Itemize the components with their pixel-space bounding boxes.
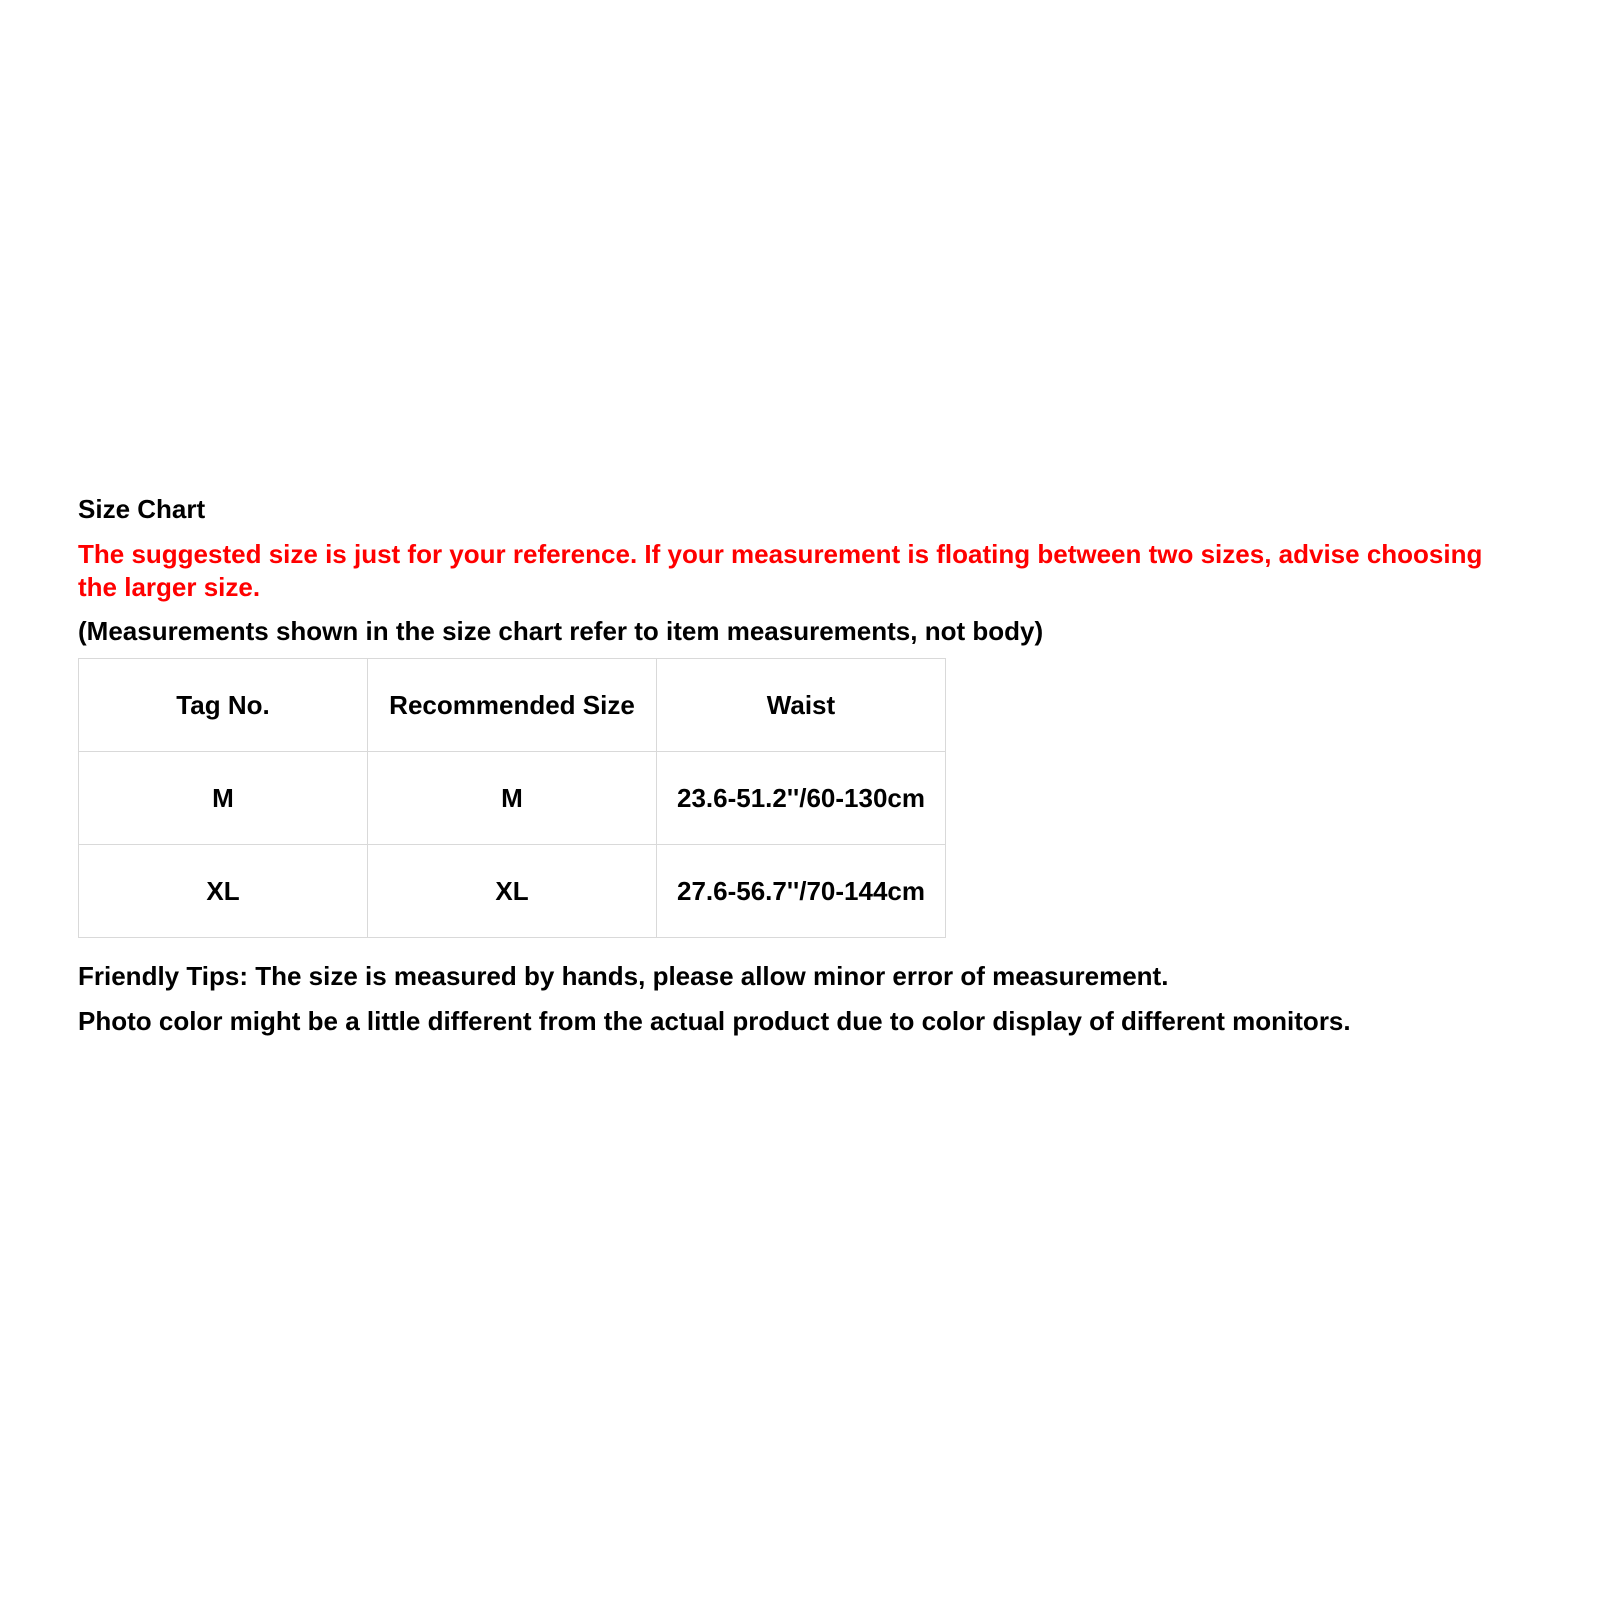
cell-recommended-size: M [368, 752, 657, 845]
table-row [79, 845, 946, 938]
header-waist: Waist [657, 659, 946, 752]
cell-tag-no: M [79, 752, 368, 845]
header-recommended-size: Recommended Size [368, 659, 657, 752]
tips-block [78, 954, 1528, 1044]
measurement-note: (Measurements shown in the size chart refer to item measurements, not body) [78, 616, 1044, 646]
table-row [79, 752, 946, 845]
size-notice: The suggested size is just for your reference. If your measurement is floating between two sizes, advise choosing the larger size. [78, 539, 1483, 602]
size-table [78, 658, 946, 938]
cell-tag-no: XL [79, 845, 368, 938]
header-tag-no: Tag No. [79, 659, 368, 752]
cell-waist: 23.6-51.2''/60-130cm [657, 752, 946, 845]
friendly-tip: Friendly Tips: The size is measured by hands, please allow minor error of measurement. [78, 961, 1169, 991]
cell-waist: 27.6-56.7''/70-144cm [657, 845, 946, 938]
color-disclaimer: Photo color might be a little different from the actual product due to color display of different monitors. [78, 1006, 1351, 1036]
cell-recommended-size: XL [368, 845, 657, 938]
table-header-row [79, 659, 946, 752]
size-chart-section [78, 494, 1528, 1044]
page-title: Size Chart [78, 494, 206, 524]
